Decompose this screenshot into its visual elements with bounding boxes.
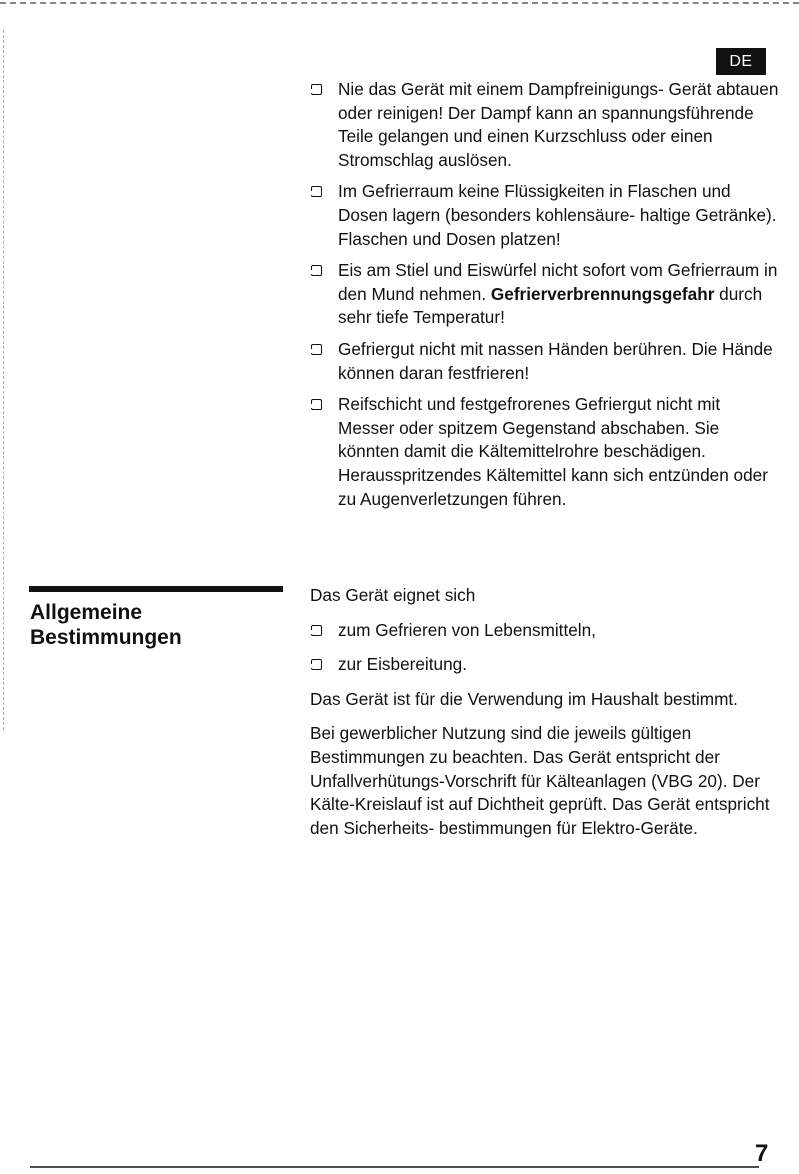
checkbox-bullet-icon	[311, 659, 322, 670]
scan-edge-bottom	[30, 1166, 759, 1168]
warning-text: Nie das Gerät mit einem Dampfreinigungs- Gerät abtauen oder reinigen! Der Dampf kann an spannungsführende Teile gelangen und einen Kurzschluss oder einen Stromschlag auslösen.	[338, 79, 779, 170]
general-provisions	[310, 584, 780, 851]
page-number: 7	[755, 1140, 769, 1167]
warning-item	[310, 180, 780, 251]
checkbox-bullet-icon	[311, 344, 322, 355]
section-heading-general	[30, 600, 290, 650]
checkbox-bullet-icon	[311, 625, 322, 636]
household-paragraph: Das Gerät ist für die Verwendung im Haushalt bestimmt.	[310, 688, 738, 709]
commercial-paragraph: Bei gewerblicher Nutzung sind die jeweils gültigen Bestimmungen zu beachten. Das Gerät entspricht der Unfallverhütungs-Vorschrift für Kälteanlagen (VBG 20). Der Kälte-Kreislauf ist auf Dichtheit geprüft. Das Gerät entspricht den Sicherheits- bestimmungen für Elektro-Geräte.	[310, 723, 770, 838]
scan-edge-left	[3, 30, 4, 730]
safety-warnings	[310, 78, 780, 519]
list-item	[310, 619, 780, 643]
warning-item	[310, 393, 780, 511]
section-heading-line: Bestimmungen	[30, 626, 182, 649]
warning-text: Reifschicht und festgefrorenes Gefriergut nicht mit Messer oder spitzem Gegenstand abschaben. Sie könnten damit die Kältemittelrohre beschädigen. Herausspritzendes Kältemittel kann sich entzünden oder zu Augenverletzungen führen.	[338, 394, 768, 509]
warning-item	[310, 78, 780, 172]
scan-edge-top	[0, 2, 799, 4]
warning-text: Gefriergut nicht mit nassen Händen berühren. Die Hände können daran festfrieren!	[338, 338, 773, 383]
warning-text: Im Gefrierraum keine Flüssigkeiten in Flaschen und Dosen lagern (besonders kohlensäure- haltige Getränke). Flaschen und Dosen platzen!	[338, 181, 777, 249]
language-badge: DE	[716, 48, 766, 75]
intro-text: Das Gerät eignet sich	[310, 585, 476, 605]
checkbox-bullet-icon	[311, 265, 322, 276]
list-item-text: zur Eisbereitung.	[338, 654, 467, 675]
warning-emphasis: Gefrierverbrennungsgefahr	[490, 283, 715, 304]
section-heading-line: Allgemeine	[30, 601, 143, 624]
list-item	[310, 653, 780, 677]
checkbox-bullet-icon	[311, 399, 322, 410]
list-item-text: zum Gefrieren von Lebensmitteln,	[338, 619, 596, 640]
warning-text: Eis am Stiel und Eiswürfel nicht sofort vom Gefrierraum in den Mund nehmen.	[338, 260, 778, 304]
checkbox-bullet-icon	[311, 186, 322, 197]
section-rule	[29, 586, 283, 592]
warning-item	[310, 338, 780, 385]
warning-text: durch sehr tiefe Temperatur!	[338, 283, 763, 328]
warning-list	[310, 78, 780, 511]
checkbox-bullet-icon	[311, 84, 322, 95]
warning-item	[310, 259, 780, 330]
use-list	[310, 619, 780, 677]
